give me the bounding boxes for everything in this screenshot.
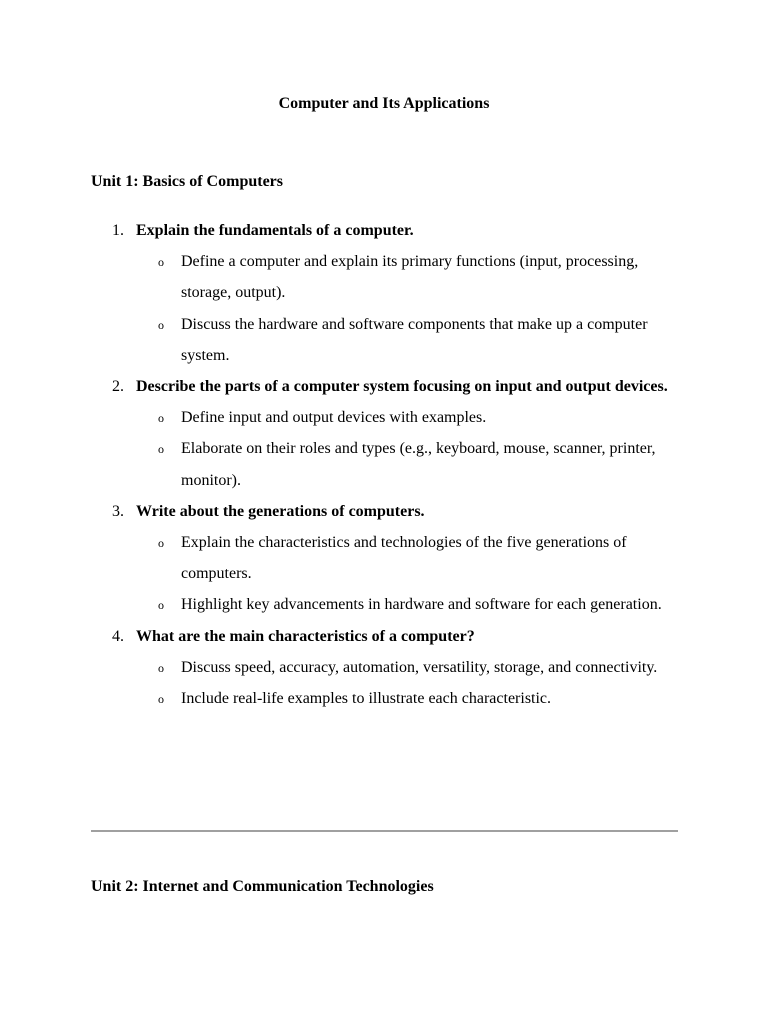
sub-point: [0, 652, 768, 683]
question-item: [0, 371, 768, 496]
document-title: Computer and Its Applications: [278, 95, 490, 112]
sub-point-text: Highlight key advancements in hardware and software for each generation.: [181, 596, 662, 614]
bullet-icon: o: [158, 536, 164, 551]
bullet-icon: o: [158, 598, 164, 613]
sub-point: [0, 527, 768, 589]
sub-point-text: Explain the characteristics and technologies of the five generations of computers.: [181, 534, 627, 583]
sub-point: [0, 402, 768, 433]
sub-point-text: Define input and output devices with examples.: [181, 409, 487, 427]
question-item: [0, 496, 768, 621]
question-text: Explain the fundamentals of a computer.: [136, 222, 414, 239]
sub-point: [0, 683, 768, 714]
sub-point-text: Discuss the hardware and software components that make up a computer system.: [181, 315, 648, 364]
sub-point: [0, 589, 768, 620]
unit-1-heading: Unit 1: Basics of Computers: [91, 173, 283, 190]
sub-point-list: [0, 246, 768, 371]
question-text: What are the main characteristics of a computer?: [136, 627, 475, 645]
question-number: 3.: [112, 502, 124, 520]
sub-point: [0, 433, 768, 495]
unit-2-heading: Unit 2: Internet and Communication Technologies: [91, 878, 434, 895]
question-item: [0, 215, 768, 371]
sub-point-text: Discuss speed, accuracy, automation, versatility, storage, and connectivity.: [181, 658, 658, 676]
sub-point-text: Elaborate on their roles and types (e.g., keyboard, mouse, scanner, printer, monitor).: [181, 440, 656, 489]
question-number: 1.: [112, 222, 124, 239]
sub-point-list: [0, 652, 768, 714]
sub-point-list: [0, 527, 768, 621]
question-number: 4.: [112, 627, 124, 645]
question-item: [0, 621, 768, 715]
bullet-icon: o: [158, 692, 164, 707]
question-number: 2.: [112, 378, 124, 396]
sub-point-list: [0, 402, 768, 496]
bullet-icon: o: [158, 442, 164, 457]
question-text: Describe the parts of a computer system focusing on input and output devices.: [136, 378, 668, 396]
sub-point-text: Include real-life examples to illustrate each characteristic.: [181, 690, 552, 708]
sub-point: [0, 246, 768, 308]
bullet-icon: o: [158, 317, 164, 332]
unit-1-question-list: [0, 215, 768, 714]
bullet-icon: o: [158, 255, 164, 270]
section-divider: [91, 830, 678, 832]
sub-point-text: Define a computer and explain its primary functions (input, processing, storage, output).: [181, 253, 639, 302]
bullet-icon: o: [158, 660, 164, 675]
question-text: Write about the generations of computers.: [136, 502, 425, 520]
sub-point: [0, 309, 768, 371]
bullet-icon: o: [158, 411, 164, 426]
